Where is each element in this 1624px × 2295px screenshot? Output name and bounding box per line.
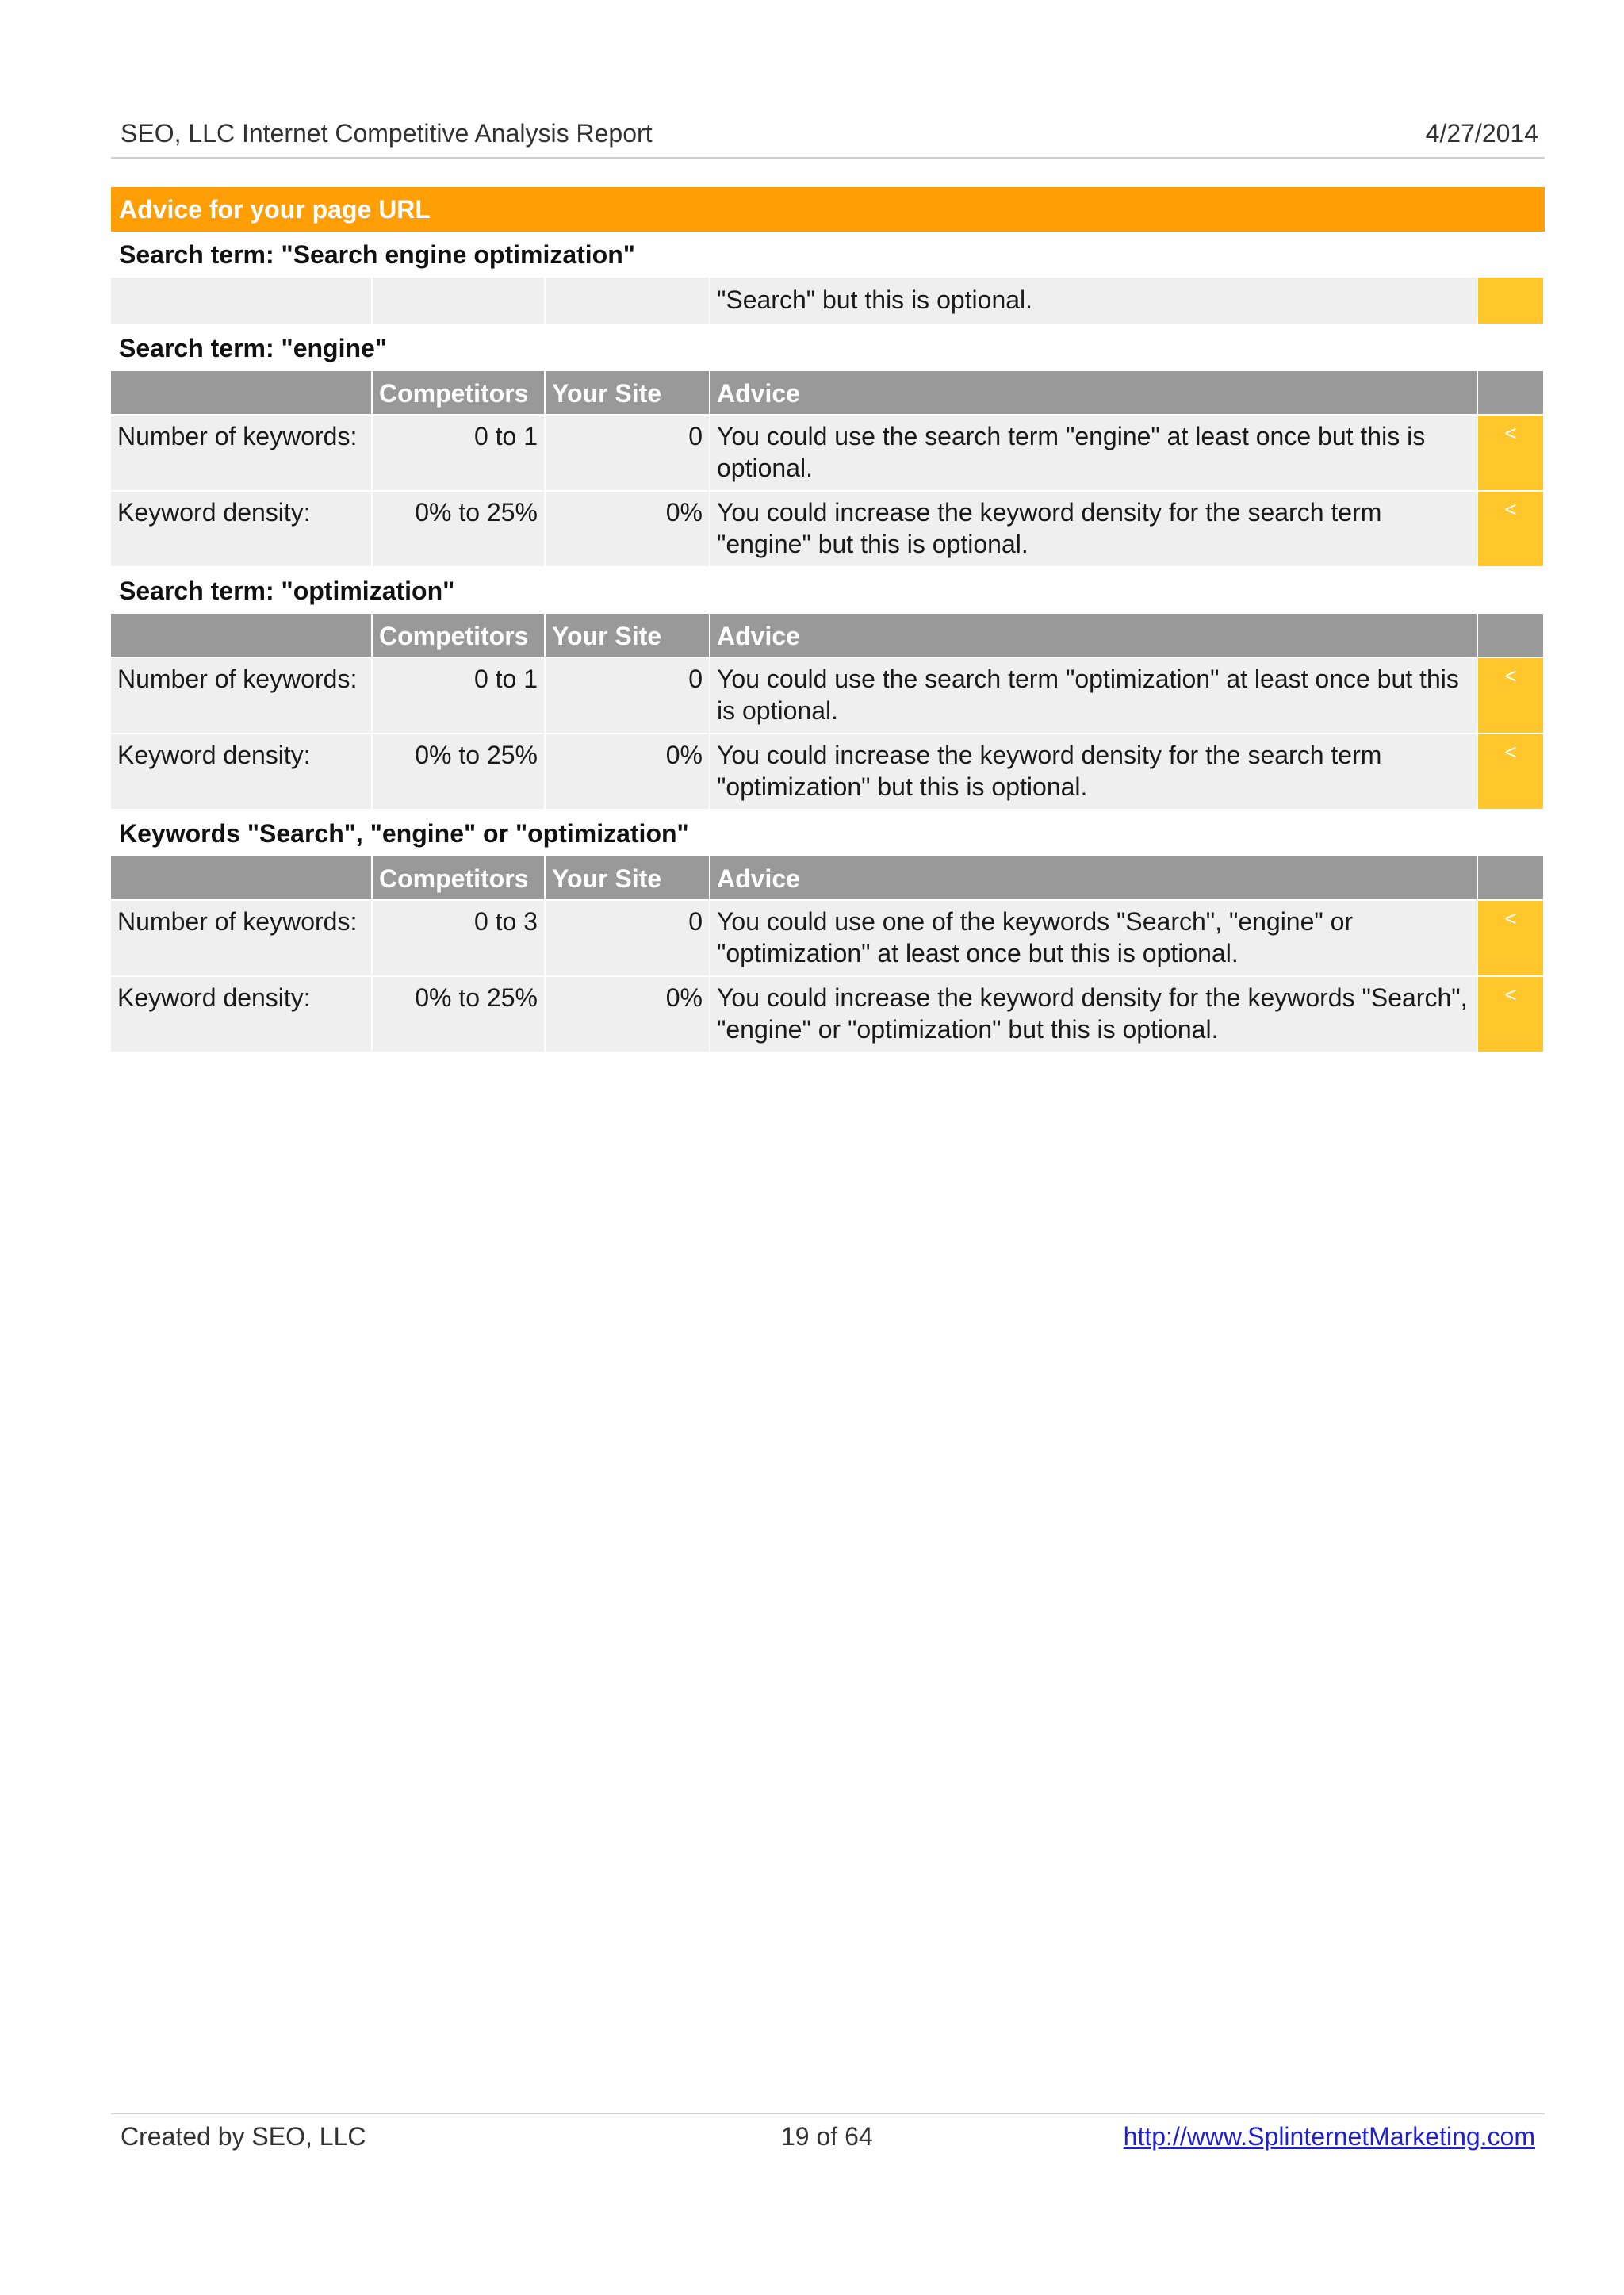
section-title: Keywords "Search", "engine" or "optimization": [119, 819, 689, 848]
column-header-flag: [1478, 614, 1545, 658]
table-row: [111, 977, 1545, 1053]
your-site-cell: 0: [546, 901, 710, 977]
column-header-your-site: Your Site: [546, 614, 710, 658]
your-site-cell: 0%: [546, 734, 710, 810]
label-cell: Keyword density:: [111, 977, 373, 1053]
below-range-flag-icon: <: [1478, 734, 1545, 810]
your-site-cell: [546, 278, 710, 325]
column-header-competitors: Competitors: [373, 371, 546, 416]
below-range-flag-icon: <: [1478, 492, 1545, 568]
column-header-flag: [1478, 371, 1545, 416]
column-header-label: [111, 371, 373, 416]
column-header-label: [111, 856, 373, 901]
advice-cell: You could increase the keyword density for the search term "engine" but this is optional.: [710, 492, 1478, 568]
report-title: SEO, LLC Internet Competitive Analysis Report: [121, 119, 653, 148]
table-row: [111, 416, 1545, 492]
table-header-row: [111, 371, 1545, 416]
competitors-cell: 0 to 1: [373, 416, 546, 492]
below-range-flag-icon: <: [1478, 901, 1545, 977]
column-header-advice: Advice: [710, 614, 1478, 658]
your-site-cell: 0: [546, 658, 710, 734]
column-header-flag: [1478, 856, 1545, 901]
below-range-flag-icon: <: [1478, 658, 1545, 734]
page-number: 19 of 64: [781, 2122, 873, 2151]
label-cell: Number of keywords:: [111, 901, 373, 977]
advice-table-engine: [111, 371, 1545, 568]
advice-cell: You could use the search term "engine" at least once but this is optional.: [710, 416, 1478, 492]
column-header-advice: Advice: [710, 371, 1478, 416]
column-header-your-site: Your Site: [546, 371, 710, 416]
advice-cell: You could increase the keyword density for the keywords "Search", "engine" or "optimization" but this is optional.: [710, 977, 1478, 1053]
table-header-row: [111, 614, 1545, 658]
advice-table-keywords: [111, 856, 1545, 1053]
advice-cell: You could use the search term "optimization" at least once but this is optional.: [710, 658, 1478, 734]
table-row: [111, 278, 1545, 325]
label-cell: [111, 278, 373, 325]
label-cell: Number of keywords:: [111, 416, 373, 492]
table-row: [111, 734, 1545, 810]
section-title: Search term: "Search engine optimization": [119, 240, 635, 269]
competitors-cell: 0% to 25%: [373, 492, 546, 568]
table-row: [111, 901, 1545, 977]
column-header-advice: Advice: [710, 856, 1478, 901]
section-title: Search term: "engine": [119, 334, 387, 362]
competitors-cell: 0 to 1: [373, 658, 546, 734]
label-cell: Keyword density:: [111, 492, 373, 568]
flag-cell: [1478, 278, 1545, 325]
page-header: [111, 116, 1545, 159]
advice-table-search-engine-optimization: [111, 278, 1545, 325]
competitors-cell: 0% to 25%: [373, 734, 546, 810]
advice-cell: You could increase the keyword density for the search term "optimization" but this is optional.: [710, 734, 1478, 810]
table-header-row: [111, 856, 1545, 901]
page-footer: [111, 2113, 1545, 2170]
your-site-cell: 0: [546, 416, 710, 492]
table-row: [111, 492, 1545, 568]
competitors-cell: 0 to 3: [373, 901, 546, 977]
advice-cell: You could use one of the keywords "Search", "engine" or "optimization" at least once but this is optional.: [710, 901, 1478, 977]
table-row: [111, 658, 1545, 734]
below-range-flag-icon: <: [1478, 416, 1545, 492]
your-site-cell: 0%: [546, 492, 710, 568]
column-header-competitors: Competitors: [373, 856, 546, 901]
competitors-cell: 0% to 25%: [373, 977, 546, 1053]
advice-table-optimization: [111, 614, 1545, 810]
advice-banner: Advice for your page URL: [111, 187, 1545, 232]
footer-creator: Created by SEO, LLC: [121, 2122, 366, 2151]
competitors-cell: [373, 278, 546, 325]
report-date: 4/27/2014: [1425, 119, 1538, 148]
advice-cell: "Search" but this is optional.: [710, 278, 1478, 325]
label-cell: Number of keywords:: [111, 658, 373, 734]
your-site-cell: 0%: [546, 977, 710, 1053]
column-header-your-site: Your Site: [546, 856, 710, 901]
column-header-label: [111, 614, 373, 658]
advice-report: [111, 187, 1545, 1053]
label-cell: Keyword density:: [111, 734, 373, 810]
section-title: Search term: "optimization": [119, 577, 455, 605]
below-range-flag-icon: <: [1478, 977, 1545, 1053]
column-header-competitors: Competitors: [373, 614, 546, 658]
website-link[interactable]: http://www.SplinternetMarketing.com: [1123, 2122, 1535, 2151]
